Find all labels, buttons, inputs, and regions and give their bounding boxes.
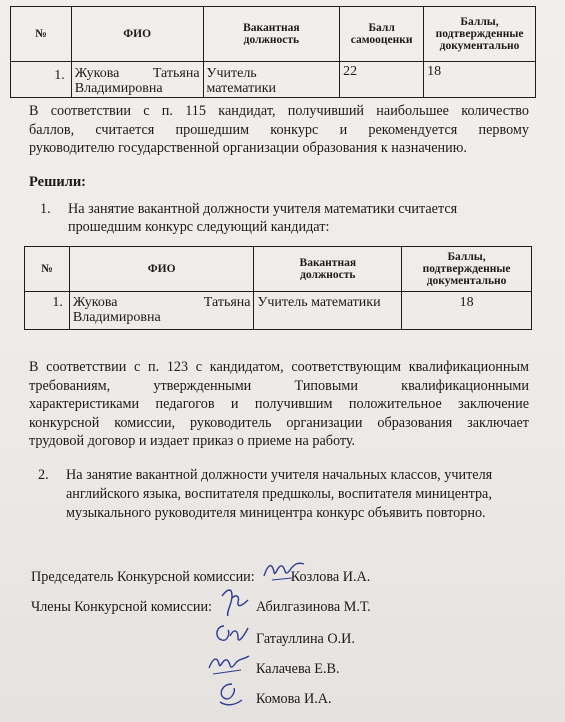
header-num: № — [11, 7, 72, 62]
table-row — [11, 62, 536, 98]
decided-heading: Решили: — [29, 174, 87, 190]
paragraph-rule-115 — [29, 102, 529, 158]
list-item-number: 1. — [40, 201, 51, 217]
header-position — [203, 7, 340, 62]
member-name: Комова И.А. — [256, 691, 332, 707]
chair-name: Козлова И.А. — [290, 569, 371, 585]
list-item-line: На занятие вакантной должности учителя начальных классов, учителя — [66, 467, 493, 483]
header-confirmed-score — [424, 7, 536, 62]
row-confirmed-score: 18 — [402, 292, 532, 330]
header-confirmed-line: Баллы, — [447, 251, 486, 263]
list-item-line: английского языка, воспитателя предшколы, воспитателя миницентра, — [66, 486, 492, 502]
row-num: 1. — [11, 62, 72, 98]
fio-line — [75, 66, 200, 81]
fio-patronymic: Владимировна — [74, 81, 163, 96]
paragraph-line: конкурсной комиссии, руководитель организации образования заключает — [29, 414, 529, 431]
chair-label: Председатель Конкурсной комиссии: — [31, 569, 255, 585]
header-num: № — [25, 247, 70, 292]
member-signature-mark — [212, 678, 248, 710]
paragraph-line: В соответствии с п. 115 кандидат, получивший наибольшее количество — [29, 103, 529, 119]
header-self-score — [340, 7, 424, 62]
row-self-score: 22 — [340, 62, 424, 98]
position-line: математики — [206, 81, 277, 96]
candidates-table — [10, 6, 536, 98]
header-confirmed-line: Баллы, — [460, 16, 499, 28]
paragraph-line: руководителю государственной организации образования к назначению. — [29, 140, 467, 156]
table-header-row — [11, 7, 536, 62]
member-signature-mark — [218, 586, 254, 620]
chair-signature-line — [31, 568, 370, 586]
fio-surname: Жукова — [74, 66, 120, 81]
list-item-line: На занятие вакантной должности учителя математики считается — [68, 201, 458, 217]
header-self-line: самооценки — [350, 34, 413, 46]
header-confirmed-line: документально — [426, 275, 507, 287]
header-position-line: должность — [300, 269, 356, 281]
chair-signature-mark — [262, 558, 306, 584]
decision-item-2 — [38, 466, 538, 524]
header-fio: ФИО — [71, 7, 203, 62]
fio-line — [73, 295, 251, 310]
paragraph-line: характеристиками педагогов и получившим положительное заключение — [29, 396, 529, 412]
table-row — [25, 292, 532, 330]
paragraph-line: трудовой договор и издает приказ о приеме на работу. — [29, 433, 356, 449]
position-line: Учитель — [206, 66, 257, 81]
decision-item-1 — [40, 200, 520, 240]
list-item-line: музыкального руководителя миницентра конкурс объявить повторно. — [66, 505, 486, 521]
member-signature-mark — [212, 618, 252, 650]
header-position-line: должность — [243, 34, 300, 46]
row-fio — [69, 292, 254, 330]
row-num: 1. — [25, 292, 70, 330]
winner-table — [24, 246, 532, 330]
list-item-number: 2. — [38, 467, 49, 483]
members-label: Члены Конкурсной комиссии: — [31, 599, 212, 615]
fio-surname: Жукова — [72, 295, 118, 310]
row-position: Учитель математики — [254, 292, 402, 330]
row-fio — [71, 62, 203, 98]
table-header-row — [25, 247, 532, 292]
member-signature-mark — [205, 648, 253, 680]
header-position-line: Вакантная — [299, 257, 357, 269]
fio-name: Татьяна — [152, 66, 200, 81]
fio-patronymic: Владимировна — [72, 310, 161, 325]
paragraph-line: В соответствии с п. 123 с кандидатом, соответствующим квалификационным — [29, 359, 529, 375]
member-name: Калачева Е.В. — [256, 661, 340, 677]
fio-name: Татьяна — [203, 295, 251, 310]
member-name: Гатауллина О.И. — [256, 631, 355, 647]
member-name: Абилгазинова М.Т. — [256, 599, 371, 615]
paragraph-line: баллов, считается прошедшим конкурс и рекомендуется первому — [29, 121, 529, 138]
paragraph-rule-123 — [29, 358, 529, 451]
header-position — [254, 247, 402, 292]
header-confirmed-score — [402, 247, 532, 292]
members-label-line — [31, 598, 212, 616]
row-position — [203, 62, 340, 98]
header-confirmed-line: подтвержденные — [435, 28, 524, 40]
header-confirmed-line: подтвержденные — [422, 263, 511, 275]
list-item-line: прошедшим конкурс следующий кандидат: — [68, 219, 330, 235]
row-confirmed-score: 18 — [424, 62, 536, 98]
header-fio: ФИО — [69, 247, 254, 292]
header-self-line: Балл — [368, 22, 395, 34]
header-position-line: Вакантная — [243, 22, 300, 34]
paragraph-line: требованиям, утвержденными Типовыми квалификационными — [29, 377, 529, 394]
header-confirmed-line: документально — [439, 40, 520, 52]
